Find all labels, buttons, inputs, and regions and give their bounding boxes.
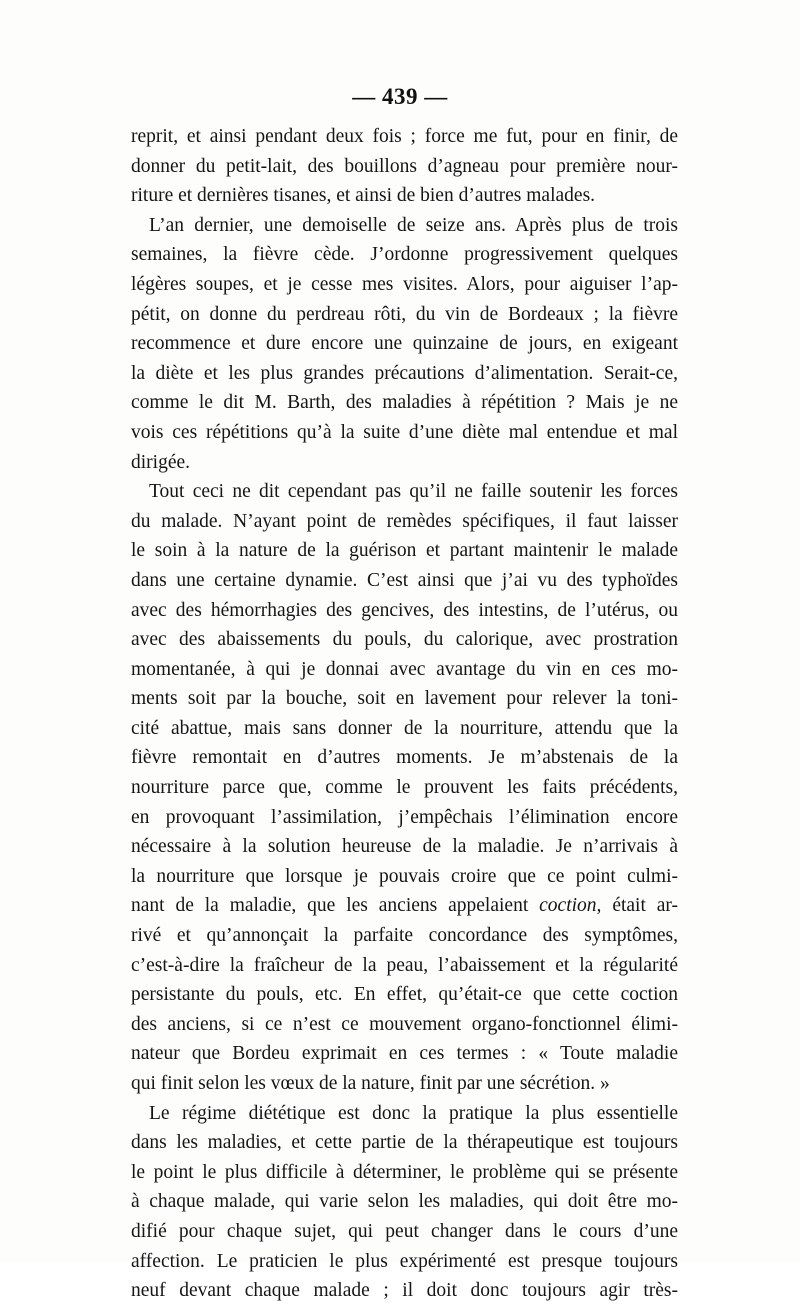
text-line: pétit, on donne du perdreau rôti, du vin de Bordeaux ; la fièvre bbox=[131, 303, 678, 325]
text-line: à chaque malade, qui varie selon les maladies, qui doit être mo- bbox=[131, 1191, 678, 1213]
text-line: la diète et les plus grandes précautions d’alimentation. Serait-ce, bbox=[131, 362, 678, 384]
text-line bbox=[131, 891, 678, 921]
text-line: du malade. N’ayant point de remèdes spécifiques, il faut laisser bbox=[131, 510, 678, 532]
text-line: nateur que Bordeu exprimait en ces termes : « Toute maladie bbox=[131, 1043, 678, 1065]
text-line: difié pour chaque sujet, qui peut changer dans le cours d’une bbox=[131, 1220, 678, 1242]
body-text bbox=[131, 122, 678, 1306]
text-line: ments soit par la bouche, soit en lavement pour relever la toni- bbox=[131, 688, 678, 710]
text-line: légères soupes, et je cesse mes visites. Alors, pour aiguiser l’ap- bbox=[131, 273, 678, 295]
italic-term: coction, bbox=[539, 895, 602, 917]
text-line: momentanée, à qui je donnai avec avantage du vin en ces mo- bbox=[131, 658, 678, 680]
text-line: comme le dit M. Barth, des maladies à répétition ? Mais je ne bbox=[131, 392, 678, 414]
text-line: des anciens, si ce n’est ce mouvement organo-fonctionnel élimi- bbox=[131, 1013, 678, 1035]
text-line: le soin à la nature de la guérison et partant maintenir le malade bbox=[131, 540, 678, 562]
text-line: c’est-à-dire la fraîcheur de la peau, l’abaissement et la régularité bbox=[131, 954, 678, 976]
text-line: avec des hémorrhagies des gencives, des intestins, de l’utérus, ou bbox=[131, 599, 678, 621]
paragraph-start: Tout ceci ne dit cependant pas qu’il ne faille soutenir les forces bbox=[149, 481, 678, 503]
text-line: dans les maladies, et cette partie de la thérapeutique est toujours bbox=[131, 1132, 678, 1154]
page-number: — 439 — bbox=[352, 84, 448, 109]
text-line: persistante du pouls, etc. En effet, qu’était-ce que cette coction bbox=[131, 984, 678, 1006]
text-line: fièvre remontait en d’autres moments. Je m’abstenais de la bbox=[131, 747, 678, 769]
text-line: avec des abaissements du pouls, du calorique, avec prostration bbox=[131, 629, 678, 651]
text-line: nourriture parce que, comme le prouvent les faits précédents, bbox=[131, 777, 678, 799]
text-segment: était ar- bbox=[612, 895, 679, 917]
text-line: qui finit selon les vœux de la nature, finit par une sécrétion. » bbox=[131, 1073, 610, 1094]
text-line: recommence et dure encore une quinzaine de jours, en exigeant bbox=[131, 333, 678, 355]
text-line: en provoquant l’assimilation, j’empêchais l’élimination encore bbox=[131, 806, 678, 828]
text-line: neuf devant chaque malade ; il doit donc toujours agir très- bbox=[131, 1280, 678, 1302]
text-line: vois ces répétitions qu’à la suite d’une diète mal entendue et mal bbox=[131, 421, 678, 443]
text-line: rivé et qu’annonçait la parfaite concordance des symptômes, bbox=[131, 925, 678, 947]
text-line: reprit, et ainsi pendant deux fois ; force me fut, pour en finir, de bbox=[131, 126, 678, 147]
text-line: la nourriture que lorsque je pouvais croire que ce point culmi- bbox=[131, 865, 678, 887]
text-segment: nant de la maladie, que les anciens appelaient bbox=[131, 895, 529, 917]
text-line: semaines, la fièvre cède. J’ordonne progressivement quelques bbox=[131, 244, 678, 266]
paragraph-start: Le régime diététique est donc la pratique la plus essentielle bbox=[149, 1102, 678, 1124]
text-line: cité abattue, mais sans donner de la nourriture, attendu que la bbox=[131, 717, 678, 739]
text-line: le point le plus difficile à déterminer, le problème qui se présente bbox=[131, 1161, 678, 1183]
text-line: riture et dernières tisanes, et ainsi de bien d’autres malades. bbox=[131, 185, 596, 207]
text-line: affection. Le praticien le plus expérimenté est presque toujours bbox=[131, 1250, 678, 1272]
text-line: donner du petit-lait, des bouillons d’agneau pour première nour- bbox=[131, 155, 678, 177]
text-line: dirigée. bbox=[131, 451, 191, 473]
text-line: nécessaire à la solution heureuse de la maladie. Je n’arrivais à bbox=[131, 836, 678, 858]
paragraph-start: L’an dernier, une demoiselle de seize ans. Après plus de trois bbox=[149, 214, 678, 236]
text-line: dans une certaine dynamie. C’est ainsi que j’ai vu des typhoïdes bbox=[131, 569, 678, 591]
